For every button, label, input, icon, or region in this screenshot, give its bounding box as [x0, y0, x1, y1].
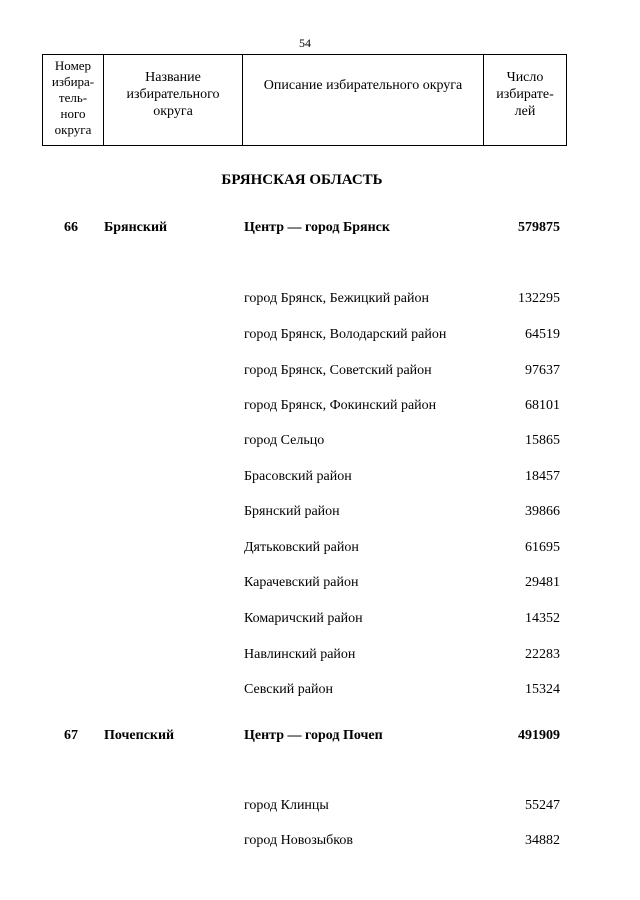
area-name: город Сельцо: [244, 433, 325, 448]
area-row: [0, 833, 640, 853]
header-line: ного: [60, 106, 86, 121]
area-count: 34882: [525, 833, 560, 848]
area-count: 29481: [525, 575, 560, 590]
district-number: 66: [64, 220, 78, 235]
district-row: [0, 728, 640, 748]
area-count: 22283: [525, 647, 560, 662]
area-row: [0, 575, 640, 595]
area-row: [0, 647, 640, 667]
header-district-description: [243, 55, 484, 146]
header-line: лей: [514, 104, 536, 119]
header-line: Число: [506, 70, 544, 85]
area-count: 39866: [525, 504, 560, 519]
area-row: [0, 291, 640, 311]
district-total: 579875: [518, 220, 560, 235]
header-line: избирательного: [126, 87, 220, 102]
district-row: [0, 220, 640, 240]
area-name: город Брянск, Советский район: [244, 363, 432, 378]
area-count: 15324: [525, 682, 560, 697]
area-name: город Брянск, Бежицкий район: [244, 291, 429, 306]
area-name: Навлинский район: [244, 647, 356, 662]
district-total: 491909: [518, 728, 560, 743]
area-row: [0, 469, 640, 489]
district-center: Центр — город Брянск: [244, 220, 390, 235]
area-name: город Клинцы: [244, 798, 329, 813]
region-title: БРЯНСКАЯ ОБЛАСТЬ: [221, 172, 383, 188]
header-line: округа: [54, 122, 92, 137]
area-name: Дятьковский район: [244, 540, 359, 555]
area-name: Комаричский район: [244, 611, 363, 626]
area-count: 97637: [525, 363, 560, 378]
area-name: Брянский район: [244, 504, 340, 519]
header-district-number: [43, 55, 104, 146]
area-name: Севский район: [244, 682, 333, 697]
area-row: [0, 504, 640, 524]
header-voter-count: [484, 55, 567, 146]
header-line: округа: [153, 104, 193, 119]
area-count: 15865: [525, 433, 560, 448]
area-name: Брасовский район: [244, 469, 352, 484]
header-line: избирате-: [496, 87, 554, 102]
header-district-name: [104, 55, 243, 146]
area-count: 61695: [525, 540, 560, 555]
district-center: Центр — город Почеп: [244, 728, 383, 743]
area-row: [0, 327, 640, 347]
header-line: Название: [145, 70, 201, 85]
page-number: 54: [299, 36, 311, 50]
header-line: избира-: [51, 74, 95, 89]
area-count: 64519: [525, 327, 560, 342]
header-line: Описание избирательного округа: [263, 78, 463, 93]
area-count: 55247: [525, 798, 560, 813]
header-table: [42, 54, 567, 146]
area-row: [0, 798, 640, 818]
area-row: [0, 682, 640, 702]
area-row: [0, 363, 640, 383]
area-row: [0, 611, 640, 631]
area-name: город Брянск, Фокинский район: [244, 398, 437, 413]
header-line: Номер: [54, 58, 92, 73]
district-number: 67: [64, 728, 78, 743]
area-count: 18457: [525, 469, 560, 484]
area-row: [0, 540, 640, 560]
area-count: 14352: [525, 611, 560, 626]
area-row: [0, 433, 640, 453]
area-name: Карачевский район: [244, 575, 359, 590]
area-row: [0, 398, 640, 418]
area-name: город Брянск, Володарский район: [244, 327, 447, 342]
area-count: 132295: [518, 291, 560, 306]
area-name: город Новозыбков: [244, 833, 353, 848]
header-line: тель-: [58, 90, 88, 105]
district-name: Брянский: [104, 220, 168, 235]
area-count: 68101: [525, 398, 560, 413]
district-name: Почепский: [104, 728, 175, 743]
